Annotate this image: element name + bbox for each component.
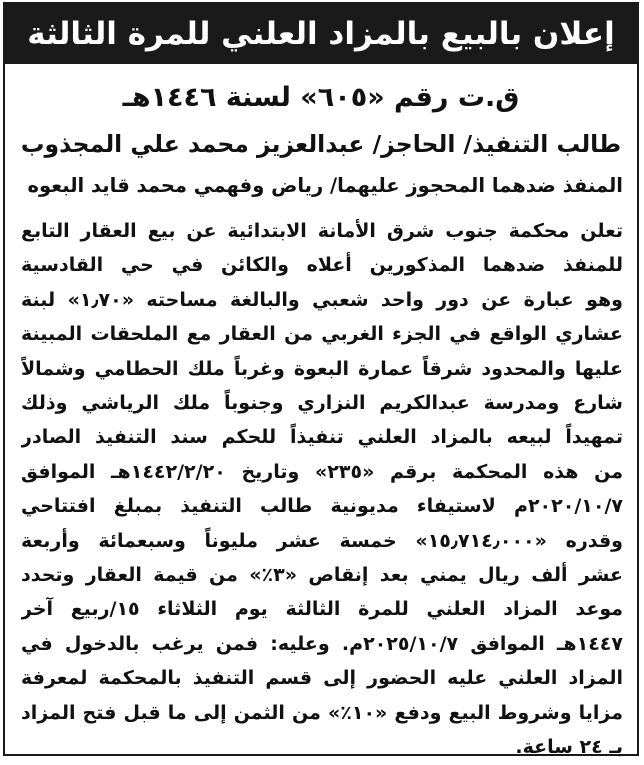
body-line: وقدره «١٥٫٧١٤٫٠٠٠» خمسة عشر مليوناً وسبعمائة وأربعة — [21, 529, 623, 552]
body-line: تعلن محكمة جنوب شرق الأمانة الابتدائية عن بيع العقار التابع — [21, 220, 623, 242]
body-line: وهو عبارة عن دور واحد شعبي والبالغة مساحته «١٫٧٠» لبنة — [21, 288, 623, 311]
case-number: ق.ت رقم «٦٠٥» لسنة ١٤٤٦هـ — [122, 82, 520, 113]
body-line: موعد المزاد العلني للمرة الثالثة يوم الثلاثاء ١٥/ربيع آخر — [21, 598, 623, 621]
announcement-body — [21, 214, 623, 765]
body-line: شارع ومدرسة عبدالكريم النزاري وجنوباً ملك الرياشي وذلك — [21, 392, 623, 415]
body-line: مزايا وشروط البيع ودفع «١٠٪» من الثمن إلى ما قبل فتح المزاد — [21, 701, 623, 724]
body-line: بـ ٢٤ ساعة. — [515, 736, 623, 759]
body-line: عشر ألف ريال يمني بعد إنقاص «٣٪» من قيمة العقار وتحدد — [21, 564, 623, 587]
announcement-frame — [3, 2, 639, 759]
body-line: للمنفذ ضدهما المذكورين أعلاه والكائن في حي القادسية — [21, 254, 623, 277]
announcement-title: إعلان بالبيع بالمزاد العلني للمرة الثالثة — [5, 4, 637, 64]
body-line: من هذه المحكمة برقم «٢٣٥» وتاريخ ١٤٤٢/٢/٢٠هـ الموافق — [21, 460, 623, 483]
body-line: عليها والمحدود شرقاً عمارة البعوة وغرباً ملك الحطامي وشمالاً — [21, 357, 623, 380]
body-line: ٢٠٢٠/١٠/٧م لاستيفاء مديونية طالب التنفيذ بمبلغ افتتاحي — [21, 495, 623, 518]
body-line: المزاد العلني عليه الحضور إلى قسم التنفيذ بالمحكمة لمعرفة — [21, 667, 623, 690]
claimant-line: طالب التنفيذ/ الحاجز/ عبدالعزيز محمد علي المجذوب — [20, 130, 622, 158]
body-line: عشاري الواقع في الجزء الغربي من العقار مع الملحقات المبينة — [21, 323, 623, 346]
respondents-line: المنفذ ضدهما المحجوز عليهما/ رياض وفهمي محمد قايد البعوه — [27, 174, 623, 197]
body-line: ١٤٤٧هـ الموافق ٢٠٢٥/١٠/٧م. وعليه: فمن يرغب بالدخول في — [21, 632, 623, 655]
body-line: تمهيداً لبيعه بالمزاد العلني تنفيذاً للحكم سند التنفيذ الصادر — [21, 426, 623, 449]
